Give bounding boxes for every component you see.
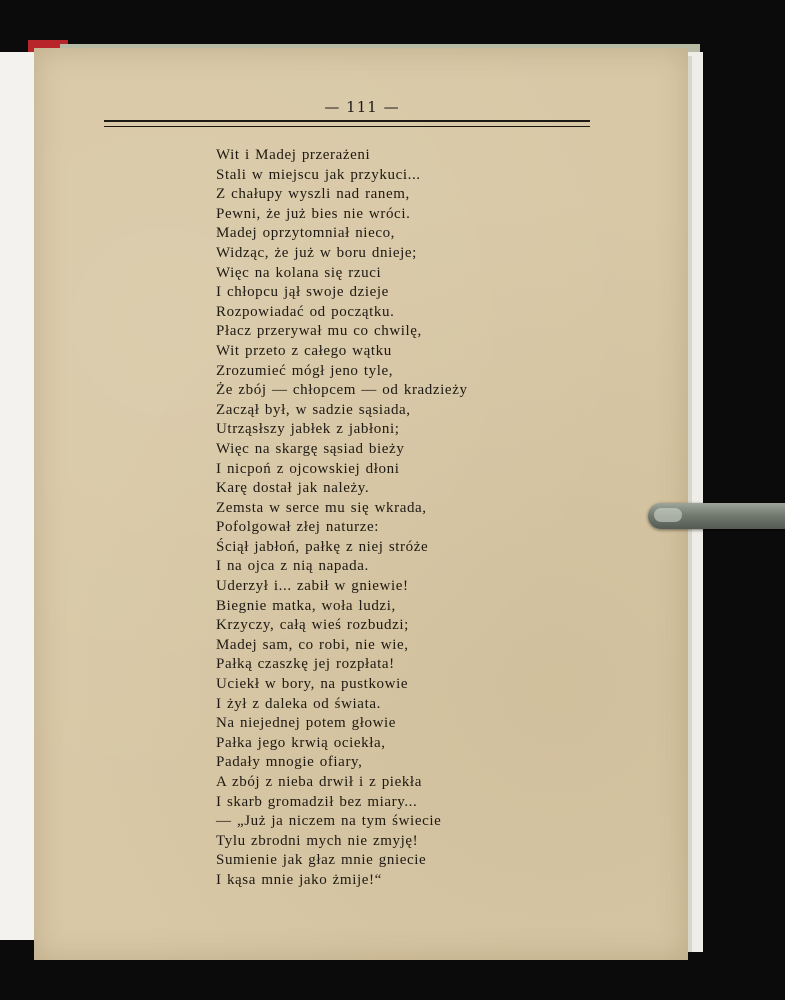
poem-line: I na ojca z nią napada. bbox=[216, 558, 369, 575]
poem-line: A zbój z nieba drwił i z piekła bbox=[216, 774, 422, 790]
poem-line: I chłopcu jął swoje dzieje bbox=[216, 284, 389, 301]
page-number: — 111 — bbox=[324, 98, 400, 116]
poem-line: Na niejednej potem głowie bbox=[216, 715, 397, 732]
poem-line: I kąsa mnie jako żmije!“ bbox=[216, 871, 382, 888]
poem-line: Sumienie jak głaz mnie gniecie bbox=[216, 852, 427, 869]
poem-line: Płacz przerywał mu co chwilę, bbox=[216, 323, 422, 340]
poem-line: Krzyczy, całą wieś rozbudzi; bbox=[216, 617, 409, 634]
poem-line: Uderzył i... zabił w gniewie! bbox=[216, 578, 409, 595]
poem-text bbox=[216, 146, 468, 891]
poem-line: Tylu zbrodni mych nie zmyję! bbox=[216, 832, 419, 849]
poem-line: Pałką czaszkę jej rozpłata! bbox=[216, 656, 395, 673]
poem-line: Z chałupy wyszli nad ranem, bbox=[216, 186, 410, 203]
poem-line: Zrozumieć mógł jeno tyle, bbox=[216, 362, 394, 379]
poem-line: — „Już ja niczem na tym świecie bbox=[216, 813, 442, 830]
poem-line: I nicpoń z ojcowskiej dłoni bbox=[216, 460, 400, 477]
book-page bbox=[34, 48, 688, 960]
poem-line: Że zbój — chłopcem — od kradzieży bbox=[216, 382, 468, 399]
poem-line: Madej sam, co robi, nie wie, bbox=[216, 636, 409, 653]
poem-line: Więc na kolana się rzuci bbox=[216, 264, 382, 281]
poem-line: Madej oprzytomniał nieco, bbox=[216, 225, 396, 242]
poem-line: Karę dostał jak należy. bbox=[216, 480, 370, 497]
poem-line: Pałka jego krwią ociekła, bbox=[216, 734, 386, 751]
poem-line: Pewni, że już bies nie wróci. bbox=[216, 205, 411, 222]
poem-line: Zemsta w serce mu się wkrada, bbox=[216, 499, 427, 516]
poem-line: Pofolgował złej naturze: bbox=[216, 519, 380, 536]
header-rule-thick bbox=[104, 120, 590, 122]
poem-line: Utrząsłszy jabłek z jabłoni; bbox=[216, 421, 400, 438]
poem-line: Więc na skargę sąsiad bieży bbox=[216, 440, 405, 457]
poem-line: Zaczął był, w sadzie sąsiada, bbox=[216, 401, 411, 418]
poem-line: Wit przeto z całego wątku bbox=[216, 342, 392, 359]
poem-line: Ściął jabłoń, pałkę z niej stróże bbox=[216, 538, 429, 555]
poem-line: Widząc, że już w boru dnieje; bbox=[216, 244, 417, 261]
poem-line: I skarb gromadził bez miary... bbox=[216, 793, 418, 810]
bookmark-ribbon[interactable] bbox=[648, 503, 785, 529]
poem-line: Uciekł w bory, na pustkowie bbox=[216, 676, 409, 693]
poem-line: Biegnie matka, woła ludzi, bbox=[216, 597, 396, 614]
poem-line: Rozpowiadać od początku. bbox=[216, 303, 395, 320]
poem-line: Wit i Madej przerażeni bbox=[216, 147, 371, 163]
page-edge-left bbox=[0, 52, 35, 940]
poem-line: Stali w miejscu jak przykuci... bbox=[216, 166, 421, 183]
header-rule-thin bbox=[104, 126, 590, 127]
poem-line: Padały mnogie ofiary, bbox=[216, 754, 363, 771]
poem-line: I żył z daleka od świata. bbox=[216, 695, 381, 712]
